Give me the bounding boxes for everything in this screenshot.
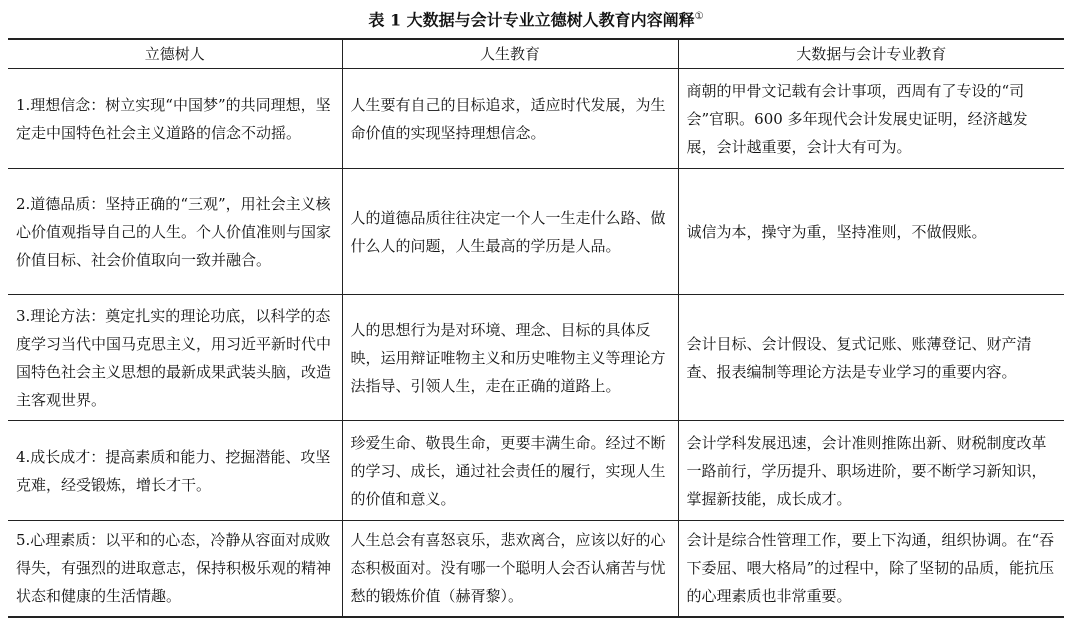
table-cell: 诚信为本，操守为重，坚持准则，不做假账。 (678, 169, 1064, 295)
table-cell: 会计是综合性管理工作，要上下沟通，组织协调。在“吞下委屈、喂大格局”的过程中，除了坚韧的品质，能抗压的心理素质也非常重要。 (678, 521, 1064, 617)
table-cell: 人的道德品质往往决定一个人一生走什么路、做什么人的问题，人生最高的学历是人品。 (342, 169, 678, 295)
table-cell: 人生总会有喜怒哀乐，悲欢离合，应该以好的心态积极面对。没有哪一个聪明人会否认痛苦与忧愁的锻炼价值（赫胥黎）。 (342, 521, 678, 617)
table-row (8, 69, 1064, 169)
content-table (8, 38, 1064, 618)
header-cell-life-education: 人生教育 (342, 39, 678, 69)
table-row (8, 295, 1064, 421)
table-cell: 1.理想信念：树立实现“中国梦”的共同理想，坚定走中国特色社会主义道路的信念不动摇。 (16, 95, 331, 142)
table-cell: 3.理论方法：奠定扎实的理论功底，以科学的态度学习当代中国马克思主义，用习近平新时代中国特色社会主义思想的最新成果武装头脑，改造主客观世界。 (16, 306, 332, 409)
table-cell: 2.道德品质：坚持正确的“三观”，用社会主义核心价值观指导自己的人生。个人价值准则与国家价值目标、社会价值取向一致并融合。 (16, 194, 332, 269)
table-row (8, 421, 1064, 521)
table-cell: 人生要有自己的目标追求，适应时代发展，为生命价值的实现坚持理想信念。 (342, 69, 678, 169)
table-row (8, 521, 1064, 617)
header-row (8, 39, 1064, 69)
table-cell: 5.心理素质：以平和的心态，冷静从容面对成败得失，有强烈的进取意志，保持积极乐观的精神状态和健康的生活情趣。 (16, 531, 332, 606)
table-row (8, 169, 1064, 295)
table-cell: 商朝的甲骨文记载有会计事项，西周有了专设的“司会”官职。600 多年现代会计发展史证明，经济越发展，会计越重要，会计大有可为。 (678, 69, 1064, 169)
table-cell: 4.成长成才：提高素质和能力、挖掘潜能、攻坚克难，经受锻炼，增长才干。 (16, 447, 331, 494)
table-cell: 珍爱生命、敬畏生命，更要丰满生命。经过不断的学习、成长，通过社会责任的履行，实现人生的价值和意义。 (342, 421, 678, 521)
table-cell: 会计学科发展迅速，会计准则推陈出新、财税制度改革一路前行，学历提升、职场进阶，要不断学习新知识，掌握新技能，成长成才。 (678, 421, 1064, 521)
table-title: 表 1 大数据与会计专业立德树人教育内容阐释 (368, 10, 695, 30)
table-cell: 人的思想行为是对环境、理念、目标的具体反映，运用辩证唯物主义和历史唯物主义等理论方法指导、引领人生，走在正确的道路上。 (342, 295, 678, 421)
header-cell-lide: 立德树人 (144, 45, 205, 63)
table-cell: 会计目标、会计假设、复式记账、账薄登记、财产清查、报表编制等理论方法是专业学习的重要内容。 (678, 295, 1064, 421)
table-caption (0, 0, 1072, 34)
header-cell-major-education: 大数据与会计专业教育 (678, 39, 1064, 69)
footnote-mark: ① (694, 11, 704, 22)
